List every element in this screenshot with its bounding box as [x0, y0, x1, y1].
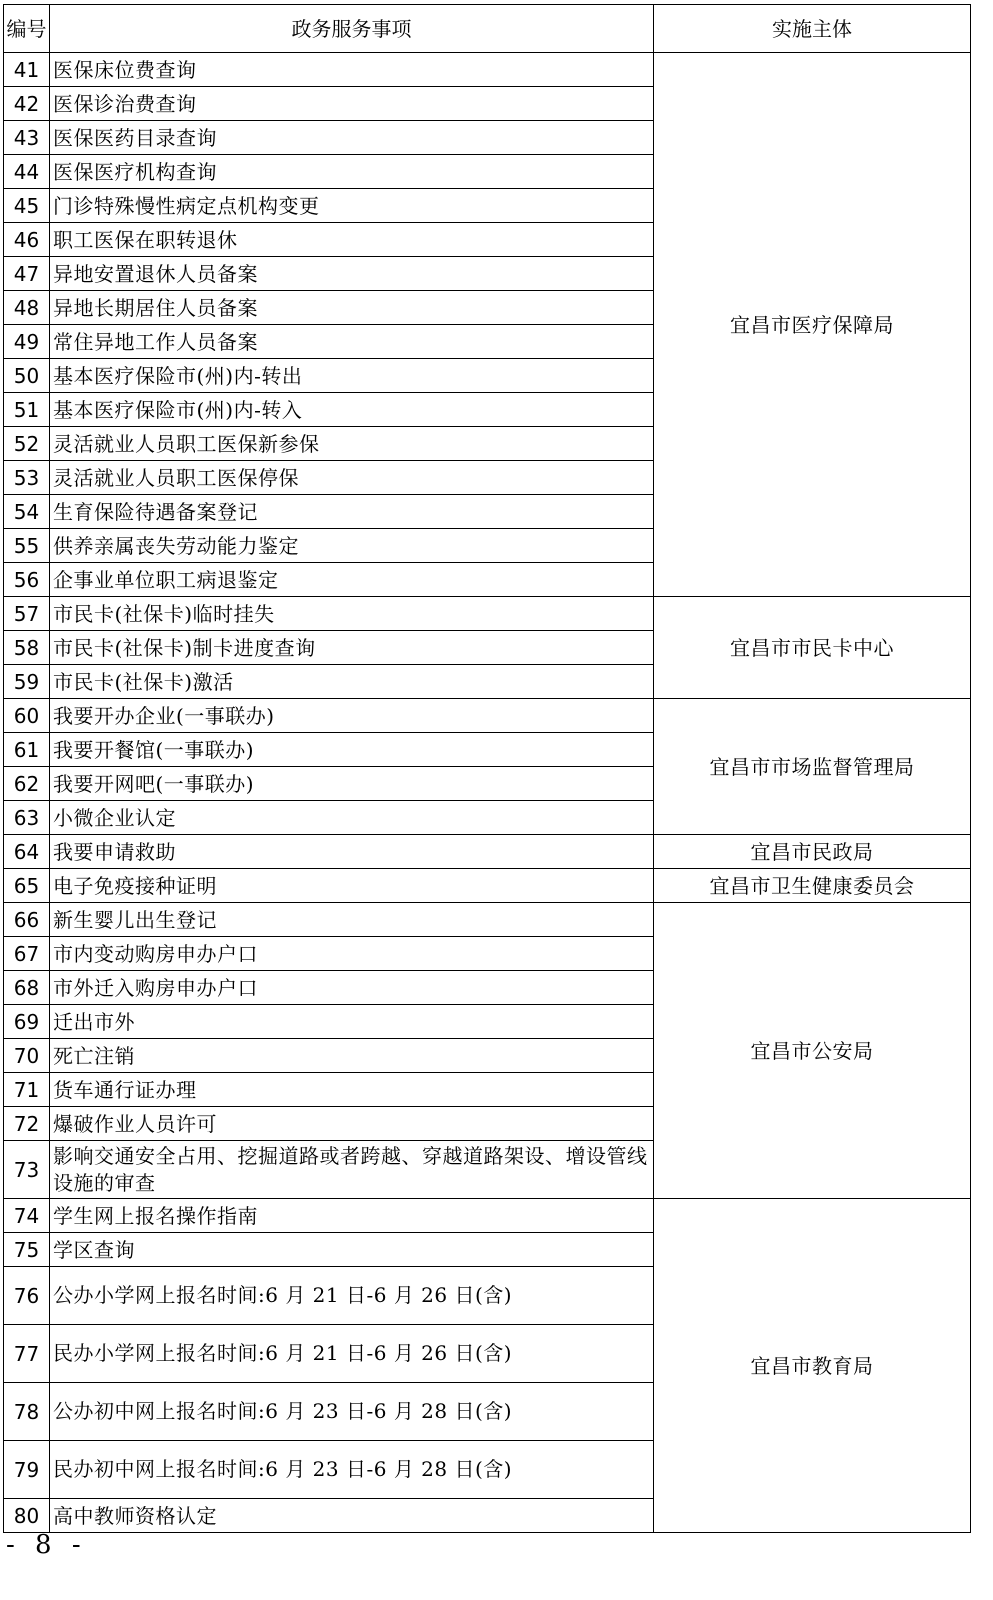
- row-number: 48: [4, 291, 50, 325]
- table-row: [4, 835, 971, 869]
- row-number: 60: [4, 699, 50, 733]
- row-number: 54: [4, 495, 50, 529]
- table-row: [4, 597, 971, 631]
- row-number: 75: [4, 1233, 50, 1267]
- row-number: 64: [4, 835, 50, 869]
- row-number: 45: [4, 189, 50, 223]
- service-item: 民办小学网上报名时间:6 月 21 日-6 月 26 日(含): [50, 1325, 654, 1383]
- implementing-agency: 宜昌市市场监督管理局: [654, 699, 971, 835]
- table-body: [4, 53, 971, 1533]
- implementing-agency: 宜昌市公安局: [654, 903, 971, 1199]
- row-number: 47: [4, 257, 50, 291]
- service-item: 我要开办企业(一事联办): [50, 699, 654, 733]
- row-number: 53: [4, 461, 50, 495]
- row-number: 44: [4, 155, 50, 189]
- table-header-row: [4, 5, 971, 53]
- row-number: 41: [4, 53, 50, 87]
- service-item: 常住异地工作人员备案: [50, 325, 654, 359]
- service-item: 死亡注销: [50, 1039, 654, 1073]
- implementing-agency: 宜昌市市民卡中心: [654, 597, 971, 699]
- service-item: 医保诊治费查询: [50, 87, 654, 121]
- row-number: 50: [4, 359, 50, 393]
- table-row: [4, 903, 971, 937]
- service-item: 医保医疗机构查询: [50, 155, 654, 189]
- service-items-table: [3, 4, 971, 1533]
- service-item: 医保床位费查询: [50, 53, 654, 87]
- service-item: 门诊特殊慢性病定点机构变更: [50, 189, 654, 223]
- page-number: - 8 -: [6, 1530, 87, 1560]
- service-item: 市内变动购房申办户口: [50, 937, 654, 971]
- row-number: 57: [4, 597, 50, 631]
- service-item: 基本医疗保险市(州)内-转出: [50, 359, 654, 393]
- row-number: 67: [4, 937, 50, 971]
- row-number: 80: [4, 1499, 50, 1533]
- row-number: 42: [4, 87, 50, 121]
- header-service-item: 政务服务事项: [50, 5, 654, 53]
- service-item: 高中教师资格认定: [50, 1499, 654, 1533]
- row-number: 62: [4, 767, 50, 801]
- row-number: 72: [4, 1107, 50, 1141]
- service-item: 民办初中网上报名时间:6 月 23 日-6 月 28 日(含): [50, 1441, 654, 1499]
- row-number: 65: [4, 869, 50, 903]
- service-item: 影响交通安全占用、挖掘道路或者跨越、穿越道路架设、增设管线设施的审查: [50, 1141, 654, 1199]
- row-number: 55: [4, 529, 50, 563]
- service-item: 小微企业认定: [50, 801, 654, 835]
- implementing-agency: 宜昌市民政局: [654, 835, 971, 869]
- row-number: 70: [4, 1039, 50, 1073]
- service-item: 公办小学网上报名时间:6 月 21 日-6 月 26 日(含): [50, 1267, 654, 1325]
- service-item: 异地长期居住人员备案: [50, 291, 654, 325]
- service-item: 市民卡(社保卡)制卡进度查询: [50, 631, 654, 665]
- service-item: 爆破作业人员许可: [50, 1107, 654, 1141]
- service-item: 学生网上报名操作指南: [50, 1199, 654, 1233]
- service-item: 职工医保在职转退休: [50, 223, 654, 257]
- row-number: 78: [4, 1383, 50, 1441]
- row-number: 77: [4, 1325, 50, 1383]
- service-item: 货车通行证办理: [50, 1073, 654, 1107]
- row-number: 74: [4, 1199, 50, 1233]
- row-number: 76: [4, 1267, 50, 1325]
- service-item: 基本医疗保险市(州)内-转入: [50, 393, 654, 427]
- table-row: [4, 1199, 971, 1233]
- service-item: 公办初中网上报名时间:6 月 23 日-6 月 28 日(含): [50, 1383, 654, 1441]
- row-number: 43: [4, 121, 50, 155]
- row-number: 79: [4, 1441, 50, 1499]
- row-number: 61: [4, 733, 50, 767]
- service-item: 灵活就业人员职工医保新参保: [50, 427, 654, 461]
- service-item: 灵活就业人员职工医保停保: [50, 461, 654, 495]
- header-agency: 实施主体: [654, 5, 971, 53]
- service-item: 异地安置退休人员备案: [50, 257, 654, 291]
- row-number: 71: [4, 1073, 50, 1107]
- service-item: 生育保险待遇备案登记: [50, 495, 654, 529]
- service-item: 新生婴儿出生登记: [50, 903, 654, 937]
- service-item: 市民卡(社保卡)激活: [50, 665, 654, 699]
- implementing-agency: 宜昌市教育局: [654, 1199, 971, 1533]
- service-item: 我要开餐馆(一事联办): [50, 733, 654, 767]
- row-number: 66: [4, 903, 50, 937]
- table-row: [4, 869, 971, 903]
- service-item: 学区查询: [50, 1233, 654, 1267]
- service-item: 企事业单位职工病退鉴定: [50, 563, 654, 597]
- row-number: 59: [4, 665, 50, 699]
- row-number: 68: [4, 971, 50, 1005]
- service-item: 市外迁入购房申办户口: [50, 971, 654, 1005]
- service-item: 我要开网吧(一事联办): [50, 767, 654, 801]
- table-row: [4, 53, 971, 87]
- implementing-agency: 宜昌市卫生健康委员会: [654, 869, 971, 903]
- row-number: 56: [4, 563, 50, 597]
- row-number: 73: [4, 1141, 50, 1199]
- table-row: [4, 699, 971, 733]
- row-number: 51: [4, 393, 50, 427]
- service-item: 市民卡(社保卡)临时挂失: [50, 597, 654, 631]
- service-item: 我要申请救助: [50, 835, 654, 869]
- service-item: 电子免疫接种证明: [50, 869, 654, 903]
- row-number: 69: [4, 1005, 50, 1039]
- row-number: 63: [4, 801, 50, 835]
- row-number: 52: [4, 427, 50, 461]
- implementing-agency: 宜昌市医疗保障局: [654, 53, 971, 597]
- service-item: 供养亲属丧失劳动能力鉴定: [50, 529, 654, 563]
- header-number: 编号: [4, 5, 50, 53]
- row-number: 46: [4, 223, 50, 257]
- service-item: 医保医药目录查询: [50, 121, 654, 155]
- service-item: 迁出市外: [50, 1005, 654, 1039]
- row-number: 49: [4, 325, 50, 359]
- row-number: 58: [4, 631, 50, 665]
